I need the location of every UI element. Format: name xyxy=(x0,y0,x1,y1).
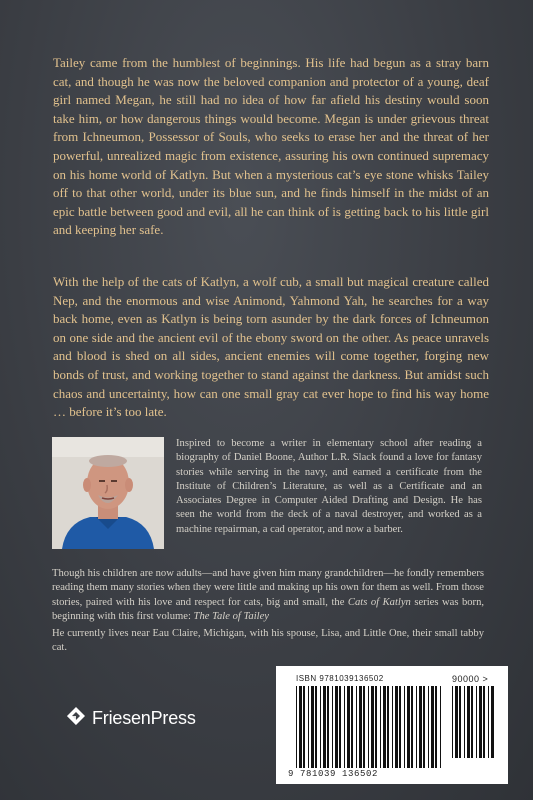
author-bio-2-text-a: Though his children are now adults—and have given him many grandchildren—he fondly remembers reading them many stories when they were little and making up his own for them as well. From those stories, paired with his love and respect for cats, big and small, the xyxy=(52,568,484,608)
publisher-name: FriesenPress xyxy=(92,708,196,728)
author-bio-2-text-b: series was born, beginning with this first volume: xyxy=(52,596,485,622)
author-photo xyxy=(52,437,164,549)
author-bio-2 xyxy=(52,567,484,624)
barcode-label xyxy=(276,666,508,784)
author-bio-1: Inspired to become a writer in elementary school after reading a biography of Daniel Boone, Author L.R. Slack found a love for fantasy stories while serving in the navy, and earned a certificate from the Institute of Children’s Literature, as well as a Certificate and an Associates Degree in Computer Aided Drafting and Design. He has seen the world from the deck of a naval destroyer, and worked as a machine repairman, a cad operator, and now a barber. xyxy=(176,438,482,535)
isbn-label: ISBN 9781039136502 xyxy=(296,674,384,683)
publisher-logo xyxy=(66,706,196,731)
price-barcode xyxy=(452,686,496,758)
series-title: Cats of Katlyn xyxy=(347,596,411,608)
blurb-paragraph-2: With the help of the cats of Katlyn, a wolf cub, a small but magical creature called Nep, and the enormous and wise Animond, Yahmond Yah, he searches for a way back home, even as Katlyn is being torn asunder by the dark forces of Ichneumon on one side and the ancient evil of the ebony sword on the other. As peace unravels and blood is shed on all sides, ancient enemies will come together, forging new bonds of trust, and working together to stand against the darkness. But amidst such chaos and uncertainty, how can one small gray cat ever hope to find his way home … before it’s too late. xyxy=(53,274,489,420)
author-bio-3: He currently lives near Eau Claire, Michigan, with his spouse, Lisa, and Little One, their small tabby cat. xyxy=(52,628,484,654)
price-code: 90000 > xyxy=(452,674,489,684)
barcode-digits: 9 781039 136502 xyxy=(288,769,379,779)
isbn-barcode xyxy=(296,686,444,768)
book-title: The Tale of Tailey xyxy=(193,610,269,622)
blurb-paragraph-1: Tailey came from the humblest of beginnings. His life had begun as a stray barn cat, and though he was now the beloved companion and protector of a young, deaf girl named Megan, he still had no idea of how far afield his destiny would soon take him, or how dangerous things would become. Megan is under grievous threat from Ichneumon, Possessor of Souls, who seeks to erase her and the threat of her powerful, unrealized magic from existence, assuring his own continued supremacy on his home world of Katlyn. But when a mysterious cat’s eye stone whisks Tailey off to that other world, under its blue sun, and he finds himself in the midst of an epic battle between good and evil, all he can think of is getting back to his little girl and keeping her safe. xyxy=(53,55,489,238)
friesenpress-diamond-icon xyxy=(66,706,86,731)
